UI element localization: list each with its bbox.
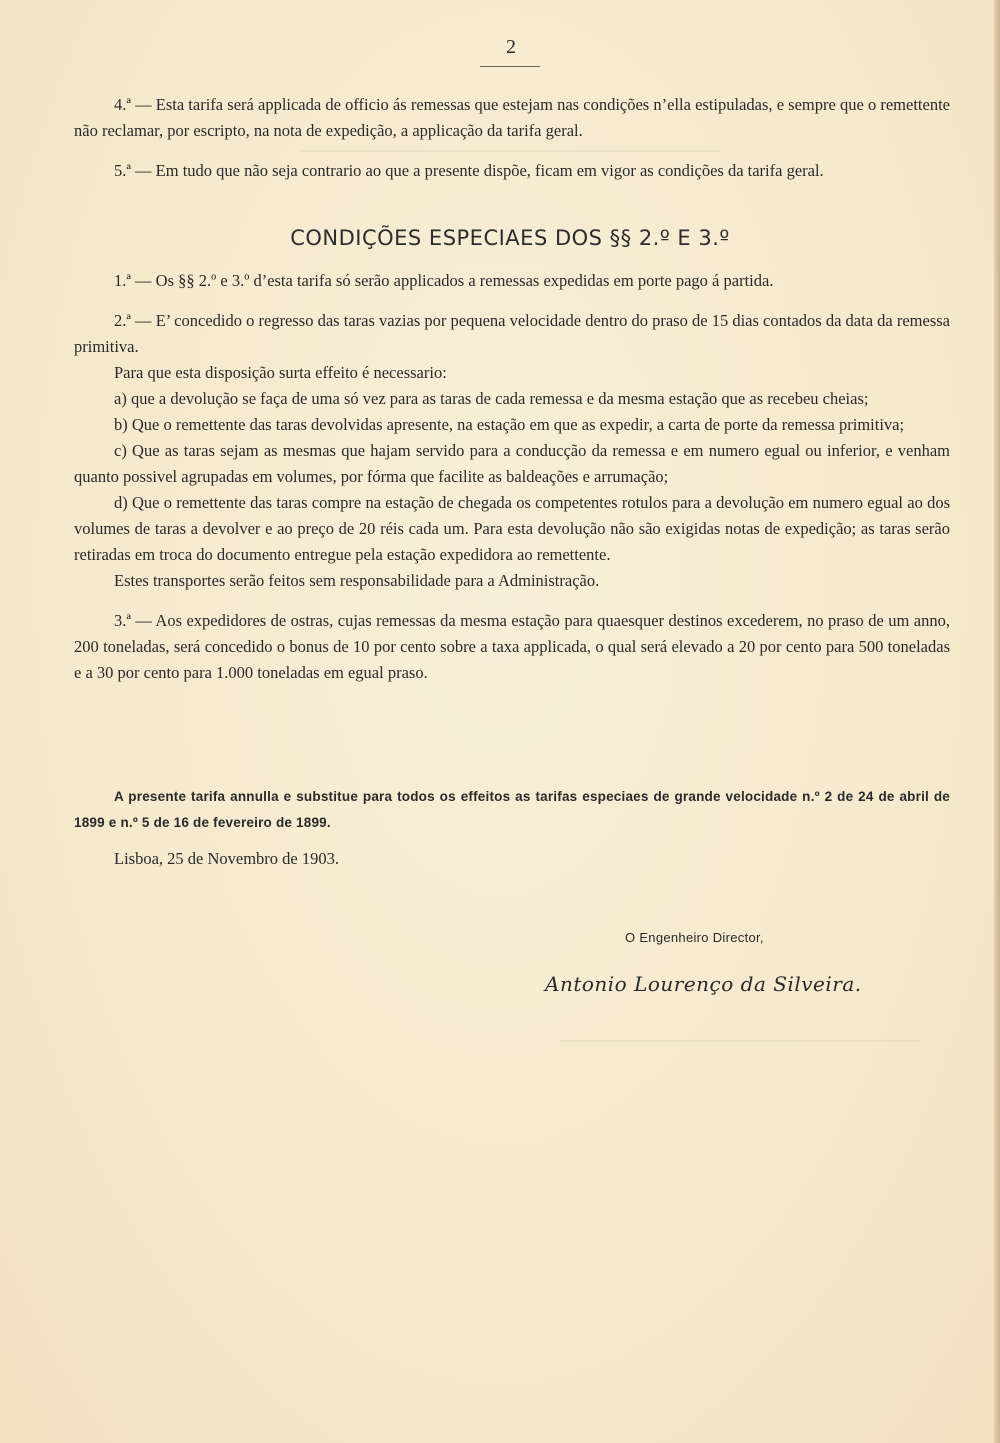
requirement-b-paragraph: b) Que o remettente das taras devolvidas apresente, na estação em que as expedir, a carta de porte da remessa primitiva;: [114, 415, 905, 434]
special-condition-1-paragraph: 1.ª — Os §§ 2.º e 3.º d’esta tarifa só serão applicados a remessas expedidas em porte pago á partida.: [114, 271, 774, 290]
special-conditions-block: [74, 268, 950, 686]
director-title: O Engenheiro Director,: [625, 930, 764, 945]
date-line: Lisboa, 25 de Novembro de 1903.: [114, 849, 339, 868]
requirement-intro-paragraph: Para que esta disposição surta effeito é necessario:: [114, 363, 447, 382]
page-number-rule: [480, 66, 540, 67]
condition-5-paragraph: 5.ª — Em tudo que não seja contrario ao que a presente dispõe, ficam em vigor as condições da tarifa geral.: [114, 161, 824, 180]
requirement-a-paragraph: a) que a devolução se faça de uma só vez para as taras de cada remessa e da mesma estação que as recebeu cheias;: [114, 389, 869, 408]
requirement-d-paragraph: d) Que o remettente das taras compre na estação de chegada os competentes rotulos para a devolução em numero egual ao dos volumes de taras a devolver e ao preço de 20 réis cada um. Para esta devolução não são exigidas notas de expedição; as taras serão retiradas em troca do documento entregue pela estação expedidora ao remettente.: [74, 493, 950, 564]
page-number: 2: [506, 36, 516, 58]
page-edge-shadow: [994, 0, 1000, 1443]
section-heading: CONDIÇÕES ESPECIAES DOS §§ 2.º E 3.º: [290, 226, 730, 250]
special-condition-2-paragraph: 2.ª — E’ concedido o regresso das taras vazias por pequena velocidade dentro do praso de 15 dias contados da data da remessa primitiva.: [74, 311, 950, 356]
show-through-mark: [300, 150, 720, 192]
requirement-c-paragraph: c) Que as taras sejam as mesmas que hajam servido para a conducção da remessa e em numero egual ou inferior, e venham quanto possivel agrupadas em volumes, por fórma que facilite as baldeações e arrumação;: [74, 441, 950, 486]
director-signature: Antonio Lourenço da Silveira.: [545, 972, 862, 996]
show-through-mark: [560, 1040, 920, 1042]
responsibility-paragraph: Estes transportes serão feitos sem responsabilidade para a Administração.: [114, 571, 600, 590]
special-condition-3-paragraph: 3.ª — Aos expedidores de ostras, cujas remessas da mesma estação para quaesquer destinos excederem, no praso de um anno, 200 toneladas, será concedido o bonus de 10 por cento sobre a taxa applicada, o qual será elevado a 20 por cento para 500 toneladas e a 30 por cento para 1.000 toneladas em egual praso.: [74, 611, 950, 682]
annulment-notice: A presente tarifa annulla e substitue para todos os effeitos as tarifas especiaes de grande velocidade n.º 2 de 24 de abril de 1899 e n.º 5 de 16 de fevereiro de 1899.: [74, 789, 950, 830]
condition-4-paragraph: 4.ª — Esta tarifa será applicada de officio ás remessas que estejam nas condições n’ella estipuladas, e sempre que o remettente não reclamar, por escripto, na nota de expedição, a applicação da tarifa geral.: [74, 95, 950, 140]
